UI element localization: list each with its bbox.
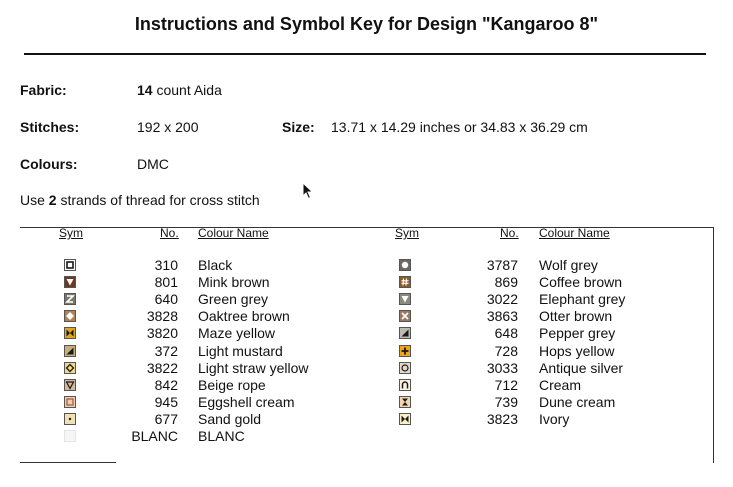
- right-no-header: No.: [500, 226, 519, 240]
- fabric-value: [137, 82, 222, 98]
- colour-name: Dune cream: [539, 393, 616, 410]
- colour-name: Light straw yellow: [198, 359, 309, 376]
- left-sym-header: Sym: [59, 226, 83, 240]
- dmc-number: 3820: [146, 325, 178, 342]
- dmc-number: 310: [154, 257, 178, 273]
- dmc-number: 677: [154, 410, 178, 427]
- colour-name: Sand gold: [198, 410, 262, 427]
- colour-row: [0, 274, 733, 291]
- down-triangle-icon: [399, 293, 411, 305]
- dmc-number: BLANC: [131, 428, 178, 444]
- colour-name: Ivory: [539, 410, 570, 427]
- colour-row: [0, 377, 733, 394]
- dmc-number: 372: [154, 342, 178, 359]
- dmc-number: 3022: [486, 291, 518, 308]
- dmc-number: 640: [154, 291, 178, 308]
- stitches-label: Stitches:: [20, 119, 80, 135]
- bowtie-icon: [399, 413, 411, 425]
- dmc-number: 3033: [486, 359, 518, 376]
- strands-prefix: Use: [20, 192, 49, 208]
- colour-row: [0, 394, 733, 411]
- page-title: Instructions and Symbol Key for Design "Kangaroo 8": [134, 14, 599, 34]
- dmc-number: 712: [494, 376, 518, 393]
- corner-triangle-icon: [399, 327, 411, 339]
- mouse-cursor-icon: [302, 182, 314, 200]
- colour-name: Pepper grey: [539, 325, 616, 342]
- dmc-number: 648: [494, 325, 518, 342]
- right-sym-header: Sym: [395, 226, 419, 240]
- dmc-number: 945: [154, 393, 178, 410]
- colour-name: Elephant grey: [539, 291, 626, 308]
- table-bottom-rule: [20, 462, 116, 463]
- colour-row: [0, 428, 733, 445]
- circle-icon: [399, 259, 411, 271]
- dmc-number: 869: [494, 274, 518, 291]
- stitches-value: 192 x 200: [137, 119, 199, 135]
- colours-label: Colours:: [20, 156, 78, 172]
- dmc-number: 3823: [486, 410, 518, 427]
- blank-icon: [64, 430, 76, 442]
- hash-icon: [399, 276, 411, 288]
- left-no-header: No.: [160, 226, 179, 240]
- size-label: Size:: [282, 119, 315, 135]
- colours-value: DMC: [137, 156, 169, 172]
- colour-row: [0, 360, 733, 377]
- colour-name: Light mustard: [198, 342, 283, 359]
- colour-row: [0, 291, 733, 308]
- colour-name: Antique silver: [539, 359, 624, 376]
- strands-instruction: [20, 192, 260, 208]
- colour-row: [0, 325, 733, 342]
- colour-name: Hops yellow: [539, 342, 615, 359]
- right-name-header: Colour Name: [539, 226, 610, 240]
- x-cross-icon: [399, 310, 411, 322]
- fabric-text: count Aida: [152, 82, 222, 98]
- dmc-number: 3828: [146, 308, 178, 325]
- colour-name: BLANC: [198, 428, 245, 444]
- dmc-number: 3863: [486, 308, 518, 325]
- colour-row: [0, 343, 733, 360]
- colour-row: [0, 411, 733, 428]
- circle-outline-icon: [399, 362, 411, 374]
- strands-suffix: strands of thread for cross stitch: [56, 192, 260, 208]
- colour-name: Wolf grey: [539, 257, 598, 273]
- left-name-header: Colour Name: [198, 226, 269, 240]
- fabric-count: 14: [137, 82, 153, 98]
- size-value: 13.71 x 14.29 inches or 34.83 x 36.29 cm: [331, 119, 588, 135]
- dmc-number: 3787: [486, 257, 518, 273]
- title-divider: [24, 53, 706, 55]
- colour-row: [0, 308, 733, 325]
- dmc-number: 842: [154, 376, 178, 393]
- colour-name: Cream: [539, 376, 582, 393]
- colour-name: Mink brown: [198, 274, 270, 291]
- dmc-number: 739: [494, 393, 518, 410]
- dmc-number: 801: [154, 274, 178, 291]
- plus-icon: [399, 345, 411, 357]
- colour-row: [0, 257, 733, 274]
- colour-name: Green grey: [198, 291, 269, 308]
- colour-name: Oaktree brown: [198, 308, 290, 325]
- colour-name: Black: [198, 257, 233, 273]
- hourglass-icon: [399, 396, 411, 408]
- colour-name: Otter brown: [539, 308, 613, 325]
- fabric-label: Fabric:: [20, 82, 67, 98]
- dmc-number: 728: [494, 342, 518, 359]
- dmc-number: 3822: [146, 359, 178, 376]
- colour-name: Coffee brown: [539, 274, 623, 291]
- strands-count: 2: [48, 192, 57, 208]
- arch-icon: [399, 379, 411, 391]
- colour-name: Eggshell cream: [198, 393, 295, 410]
- colour-name: Maze yellow: [198, 325, 276, 342]
- colour-name: Beige rope: [198, 376, 266, 393]
